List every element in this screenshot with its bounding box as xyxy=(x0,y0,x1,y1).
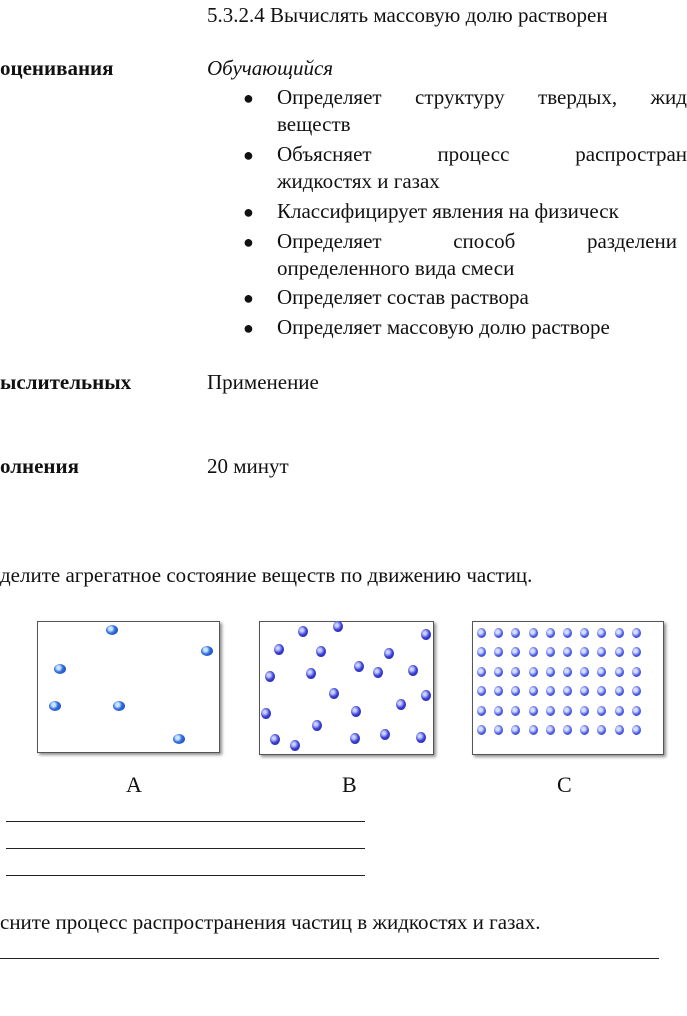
answer-line[interactable] xyxy=(0,958,659,959)
particle xyxy=(529,706,538,716)
particle xyxy=(563,725,572,735)
particle xyxy=(529,725,538,735)
particle xyxy=(106,625,118,635)
bullet-icon: ● xyxy=(243,88,254,108)
particle xyxy=(306,668,316,679)
particle xyxy=(546,647,555,657)
particle xyxy=(265,671,275,682)
particle xyxy=(632,706,641,716)
particle xyxy=(511,628,520,638)
particle xyxy=(494,667,503,677)
particle xyxy=(580,706,589,716)
particle xyxy=(421,629,431,640)
particle xyxy=(477,706,486,716)
particle xyxy=(494,686,503,696)
particle xyxy=(350,733,360,744)
thinking-value: Применение xyxy=(207,370,319,394)
particle xyxy=(580,647,589,657)
particle xyxy=(632,628,641,638)
particle xyxy=(632,725,641,735)
list-item: Определяет структуру твердых, жид xyxy=(277,85,687,109)
particle xyxy=(511,706,520,716)
particle xyxy=(563,628,572,638)
particle xyxy=(563,706,572,716)
particle xyxy=(615,686,624,696)
particle xyxy=(529,667,538,677)
task2-text: сните процесс распространения частиц в жидкостях и газах. xyxy=(0,910,541,934)
particle xyxy=(580,628,589,638)
figure-gas xyxy=(37,621,220,753)
particle xyxy=(380,729,390,740)
particle xyxy=(312,720,322,731)
particle xyxy=(494,725,503,735)
list-item: Определяет массовую долю растворе xyxy=(277,315,610,339)
figure-label-a: A xyxy=(126,772,142,797)
particle xyxy=(384,648,394,659)
particle xyxy=(597,628,606,638)
figure-liquid xyxy=(259,621,434,755)
list-item: Определяет способ разделени xyxy=(277,229,677,253)
particle xyxy=(113,701,125,711)
particle xyxy=(351,706,361,717)
particle xyxy=(615,706,624,716)
particle xyxy=(511,667,520,677)
duration-value: 20 минут xyxy=(207,454,289,478)
particle xyxy=(615,725,624,735)
particle xyxy=(546,667,555,677)
particle xyxy=(615,667,624,677)
particle xyxy=(49,701,61,711)
particle xyxy=(546,628,555,638)
particle xyxy=(274,644,284,655)
figure-label-b: B xyxy=(342,772,357,797)
particle xyxy=(529,647,538,657)
particle xyxy=(494,628,503,638)
particle xyxy=(597,647,606,657)
particle xyxy=(201,646,213,656)
list-item-continuation: веществ xyxy=(277,112,351,136)
particle xyxy=(477,725,486,735)
particle xyxy=(511,725,520,735)
particle xyxy=(416,732,426,743)
particle xyxy=(546,686,555,696)
criteria-label: оценивания xyxy=(0,56,114,80)
particle xyxy=(632,686,641,696)
particle xyxy=(597,725,606,735)
particle xyxy=(529,628,538,638)
particle xyxy=(580,667,589,677)
list-item: Классифицирует явления на физическ xyxy=(277,199,619,223)
particle xyxy=(333,621,343,632)
particle xyxy=(329,688,339,699)
particle xyxy=(396,699,406,710)
list-item-continuation: определенного вида смеси xyxy=(277,256,515,280)
duration-label: олнения xyxy=(0,454,79,478)
particle xyxy=(173,734,185,744)
particle xyxy=(494,647,503,657)
answer-line[interactable] xyxy=(6,821,365,822)
particle xyxy=(580,725,589,735)
particle xyxy=(54,664,66,674)
particle xyxy=(270,734,280,745)
particle xyxy=(529,686,538,696)
bullet-icon: ● xyxy=(243,318,254,338)
particle xyxy=(354,661,364,672)
particle xyxy=(580,686,589,696)
particle xyxy=(511,686,520,696)
list-item-continuation: жидкостях и газах xyxy=(277,169,440,193)
particle xyxy=(632,647,641,657)
list-item: Объясняет процесс распростран xyxy=(277,142,687,166)
particle xyxy=(615,647,624,657)
particle xyxy=(632,667,641,677)
particle xyxy=(546,725,555,735)
thinking-label: ыслительных xyxy=(0,370,132,394)
particle xyxy=(477,667,486,677)
bullet-icon: ● xyxy=(243,232,254,252)
criteria-subject: Обучающийся xyxy=(207,56,334,80)
particle xyxy=(615,628,624,638)
list-item: Определяет состав раствора xyxy=(277,285,529,309)
particle xyxy=(421,690,431,701)
particle xyxy=(597,667,606,677)
particle xyxy=(511,647,520,657)
particle xyxy=(316,646,326,657)
particle xyxy=(373,667,383,678)
bullet-icon: ● xyxy=(243,288,254,308)
particle xyxy=(298,626,308,637)
objective-text: 5.3.2.4 Вычислять массовую долю растворен xyxy=(207,3,608,27)
particle xyxy=(563,667,572,677)
particle xyxy=(563,647,572,657)
figure-solid xyxy=(472,621,664,755)
particle xyxy=(597,706,606,716)
particle xyxy=(494,706,503,716)
bullet-icon: ● xyxy=(243,145,254,165)
particle xyxy=(477,686,486,696)
particle xyxy=(546,706,555,716)
particle xyxy=(261,708,271,719)
particle xyxy=(408,665,418,676)
particle xyxy=(477,647,486,657)
bullet-icon: ● xyxy=(243,202,254,222)
particle xyxy=(563,686,572,696)
figure-label-c: C xyxy=(557,772,572,797)
answer-line[interactable] xyxy=(6,875,365,876)
particle xyxy=(290,740,300,751)
answer-line[interactable] xyxy=(6,848,365,849)
task1-text: делите агрегатное состояние веществ по движению частиц. xyxy=(0,563,533,587)
particle xyxy=(597,686,606,696)
particle xyxy=(477,628,486,638)
